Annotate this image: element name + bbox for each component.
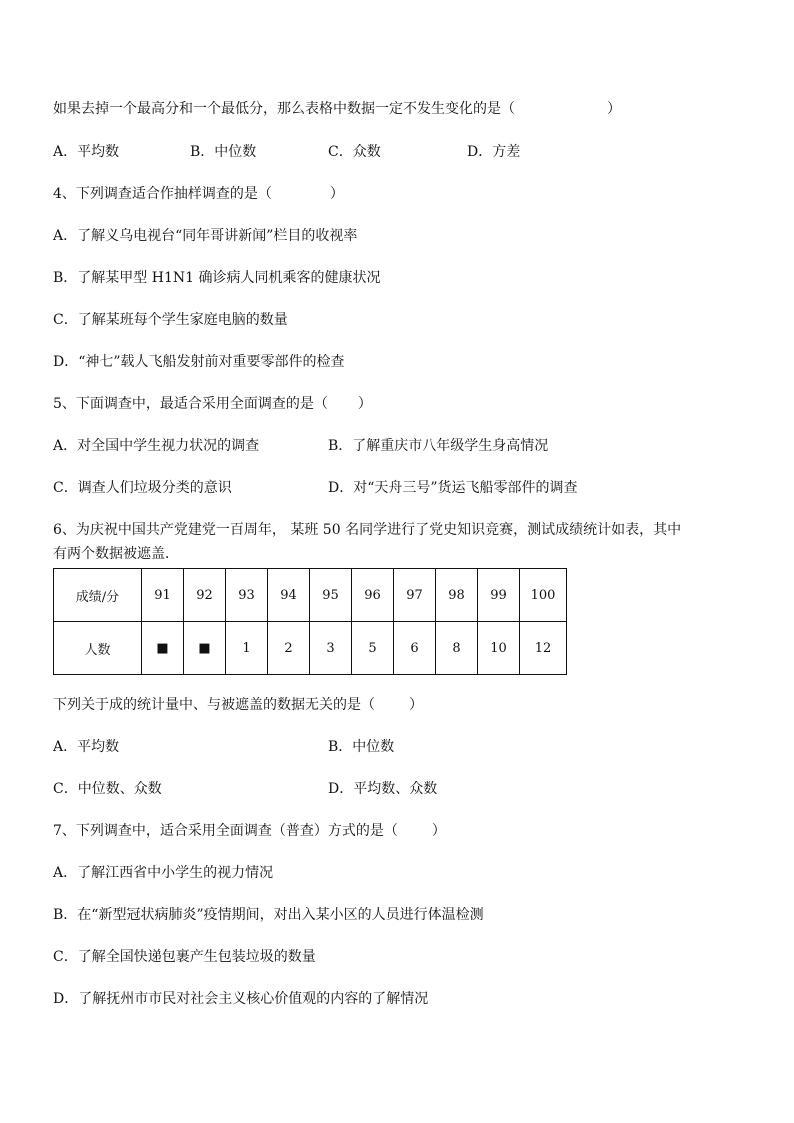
q5-option-a[interactable]: A．对全国中学生视力状况的调查 xyxy=(53,438,260,454)
q6-option-b[interactable]: B．中位数 xyxy=(328,739,395,755)
q7-option-a[interactable]: A．了解江西省中小学生的视力情况 xyxy=(53,865,274,881)
table-cell-masked: ■ xyxy=(184,622,226,675)
q6-option-d[interactable]: D．平均数、众数 xyxy=(328,781,438,797)
table-cell: 2 xyxy=(268,622,310,675)
q3-option-a[interactable]: A．平均数 xyxy=(53,144,120,160)
q7-option-d[interactable]: D．了解抚州市市民对社会主义核心价值观的内容的了解情况 xyxy=(53,991,429,1007)
q6-stem-line1: 6、为庆祝中国共产党建党一百周年， 某班 50 名同学进行了党史知识竞赛，测试成绩统计如表，其中 xyxy=(53,522,682,538)
table-cell: 92 xyxy=(184,569,226,622)
table-cell: 12 xyxy=(520,622,567,675)
table-cell: 100 xyxy=(520,569,567,622)
score-table xyxy=(53,568,567,675)
q5-option-b[interactable]: B．了解重庆市八年级学生身高情况 xyxy=(328,438,549,454)
table-header-count: 人数 xyxy=(54,622,142,675)
q6-option-a[interactable]: A．平均数 xyxy=(53,739,120,755)
q4-option-a[interactable]: A．了解义乌电视台“同年哥讲新闻”栏目的收视率 xyxy=(53,228,358,244)
table-row-scores xyxy=(54,569,567,622)
table-cell: 99 xyxy=(478,569,520,622)
table-cell: 93 xyxy=(226,569,268,622)
table-cell: 1 xyxy=(226,622,268,675)
q3-option-d[interactable]: D．方差 xyxy=(467,144,521,160)
table-cell: 6 xyxy=(394,622,436,675)
q4-option-b[interactable]: B．了解某甲型 H1N1 确诊病人同机乘客的健康状况 xyxy=(53,270,381,286)
table-cell: 94 xyxy=(268,569,310,622)
q3-option-c[interactable]: C．众数 xyxy=(328,144,381,160)
q5-stem: 5、下面调查中，最适合采用全面调查的是（ ） xyxy=(53,396,372,412)
q6-option-c[interactable]: C．中位数、众数 xyxy=(53,781,162,797)
table-cell: 97 xyxy=(394,569,436,622)
table-cell: 3 xyxy=(310,622,352,675)
table-cell: 95 xyxy=(310,569,352,622)
q7-option-c[interactable]: C．了解全国快递包裹产生包装垃圾的数量 xyxy=(53,949,316,965)
q6-stem-line2: 有两个数据被遮盖． xyxy=(53,546,179,562)
q4-option-d[interactable]: D．“神七”载人飞船发射前对重要零部件的检查 xyxy=(53,354,345,370)
q4-option-c[interactable]: C．了解某班每个学生家庭电脑的数量 xyxy=(53,312,288,328)
table-cell: 96 xyxy=(352,569,394,622)
table-header-score: 成绩/分 xyxy=(54,569,142,622)
table-cell: 10 xyxy=(478,622,520,675)
q4-stem: 4、下列调查适合作抽样调查的是（ ） xyxy=(53,186,344,202)
table-cell: 98 xyxy=(436,569,478,622)
table-cell: 5 xyxy=(352,622,394,675)
q7-stem: 7、下列调查中，适合采用全面调查（普查）方式的是（ ） xyxy=(53,823,446,839)
table-cell: 8 xyxy=(436,622,478,675)
q7-option-b[interactable]: B．在“新型冠状病肺炎”疫情期间，对出入某小区的人员进行体温检测 xyxy=(53,907,484,923)
q5-option-d[interactable]: D．对“天舟三号”货运飞船零部件的调查 xyxy=(328,480,578,496)
q5-option-c[interactable]: C．调查人们垃圾分类的意识 xyxy=(53,480,232,496)
q3-stem: 如果去掉一个最高分和一个最低分，那么表格中数据一定不发生变化的是（ ） xyxy=(53,101,621,117)
table-cell: 91 xyxy=(142,569,184,622)
q6-question: 下列关于成的统计量中、与被遮盖的数据无关的是（ ） xyxy=(53,697,423,713)
q3-option-b[interactable]: B．中位数 xyxy=(190,144,257,160)
table-cell-masked: ■ xyxy=(142,622,184,675)
table-row-counts xyxy=(54,622,567,675)
